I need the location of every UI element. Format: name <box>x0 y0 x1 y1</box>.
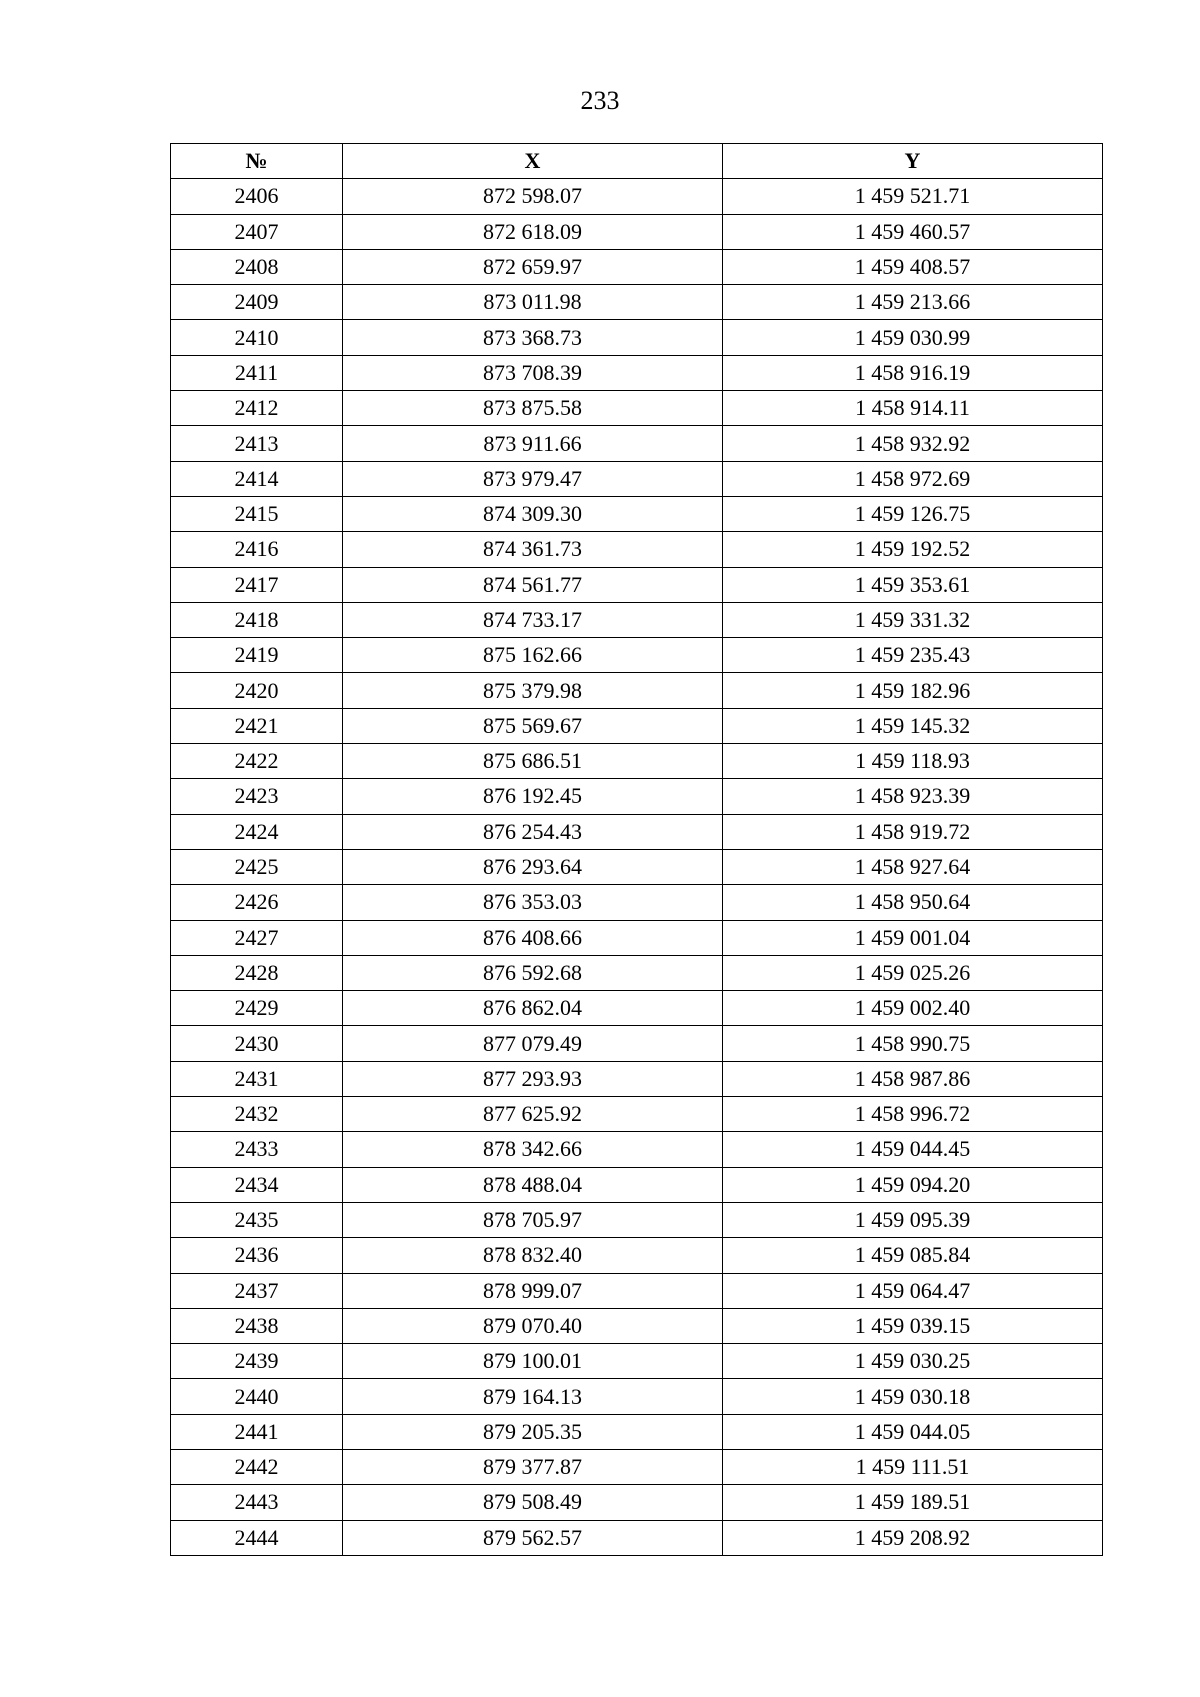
cell-number: 2414 <box>171 461 343 496</box>
cell-x: 879 205.35 <box>343 1414 723 1449</box>
table-row <box>171 1520 1103 1555</box>
cell-number: 2425 <box>171 849 343 884</box>
cell-x: 878 999.07 <box>343 1273 723 1308</box>
cell-x: 872 598.07 <box>343 179 723 214</box>
table-row <box>171 1026 1103 1061</box>
cell-number: 2406 <box>171 179 343 214</box>
cell-number: 2440 <box>171 1379 343 1414</box>
table-row <box>171 638 1103 673</box>
cell-y: 1 458 990.75 <box>723 1026 1103 1061</box>
cell-y: 1 458 996.72 <box>723 1097 1103 1132</box>
table-row <box>171 320 1103 355</box>
cell-number: 2423 <box>171 779 343 814</box>
table-row <box>171 285 1103 320</box>
cell-y: 1 458 950.64 <box>723 885 1103 920</box>
cell-number: 2418 <box>171 602 343 637</box>
cell-number: 2426 <box>171 885 343 920</box>
cell-number: 2427 <box>171 920 343 955</box>
cell-number: 2438 <box>171 1308 343 1343</box>
table-row <box>171 1379 1103 1414</box>
cell-y: 1 459 044.45 <box>723 1132 1103 1167</box>
cell-x: 874 361.73 <box>343 532 723 567</box>
cell-y: 1 459 030.18 <box>723 1379 1103 1414</box>
cell-x: 876 353.03 <box>343 885 723 920</box>
cell-x: 876 408.66 <box>343 920 723 955</box>
table-row <box>171 991 1103 1026</box>
cell-x: 872 659.97 <box>343 249 723 284</box>
cell-y: 1 458 932.92 <box>723 426 1103 461</box>
table-row <box>171 1308 1103 1343</box>
cell-y: 1 459 331.32 <box>723 602 1103 637</box>
table-row <box>171 920 1103 955</box>
table-row <box>171 1414 1103 1449</box>
cell-y: 1 458 916.19 <box>723 355 1103 390</box>
cell-number: 2433 <box>171 1132 343 1167</box>
cell-y: 1 459 111.51 <box>723 1449 1103 1484</box>
cell-number: 2412 <box>171 391 343 426</box>
cell-x: 877 293.93 <box>343 1061 723 1096</box>
cell-y: 1 459 235.43 <box>723 638 1103 673</box>
cell-number: 2421 <box>171 708 343 743</box>
header-number: № <box>171 144 343 179</box>
cell-x: 879 562.57 <box>343 1520 723 1555</box>
table-row <box>171 955 1103 990</box>
table-row <box>171 214 1103 249</box>
cell-x: 874 309.30 <box>343 496 723 531</box>
cell-x: 877 625.92 <box>343 1097 723 1132</box>
cell-y: 1 459 182.96 <box>723 673 1103 708</box>
table-row <box>171 814 1103 849</box>
table-row <box>171 1344 1103 1379</box>
cell-x: 879 164.13 <box>343 1379 723 1414</box>
cell-number: 2429 <box>171 991 343 1026</box>
cell-number: 2415 <box>171 496 343 531</box>
cell-x: 878 832.40 <box>343 1238 723 1273</box>
cell-y: 1 459 094.20 <box>723 1167 1103 1202</box>
table-body <box>171 179 1103 1556</box>
cell-number: 2439 <box>171 1344 343 1379</box>
cell-x: 879 377.87 <box>343 1449 723 1484</box>
table-row <box>171 1061 1103 1096</box>
table-row <box>171 1132 1103 1167</box>
cell-y: 1 459 064.47 <box>723 1273 1103 1308</box>
table-row <box>171 1485 1103 1520</box>
cell-x: 878 488.04 <box>343 1167 723 1202</box>
cell-y: 1 459 001.04 <box>723 920 1103 955</box>
cell-x: 873 911.66 <box>343 426 723 461</box>
cell-number: 2424 <box>171 814 343 849</box>
table-row <box>171 673 1103 708</box>
cell-number: 2420 <box>171 673 343 708</box>
cell-y: 1 459 002.40 <box>723 991 1103 1026</box>
cell-y: 1 458 914.11 <box>723 391 1103 426</box>
cell-number: 2437 <box>171 1273 343 1308</box>
cell-number: 2408 <box>171 249 343 284</box>
cell-number: 2411 <box>171 355 343 390</box>
page-number: 233 <box>580 86 620 115</box>
cell-x: 875 686.51 <box>343 744 723 779</box>
cell-y: 1 459 085.84 <box>723 1238 1103 1273</box>
table-row <box>171 249 1103 284</box>
table-row <box>171 496 1103 531</box>
cell-x: 873 011.98 <box>343 285 723 320</box>
cell-y: 1 458 972.69 <box>723 461 1103 496</box>
cell-x: 875 379.98 <box>343 673 723 708</box>
table-row <box>171 849 1103 884</box>
cell-x: 873 979.47 <box>343 461 723 496</box>
header-y: Y <box>723 144 1103 179</box>
cell-x: 879 070.40 <box>343 1308 723 1343</box>
cell-number: 2417 <box>171 567 343 602</box>
cell-number: 2443 <box>171 1485 343 1520</box>
cell-y: 1 459 408.57 <box>723 249 1103 284</box>
cell-y: 1 459 460.57 <box>723 214 1103 249</box>
cell-x: 876 254.43 <box>343 814 723 849</box>
cell-x: 873 368.73 <box>343 320 723 355</box>
cell-x: 875 162.66 <box>343 638 723 673</box>
cell-x: 874 561.77 <box>343 567 723 602</box>
cell-y: 1 458 987.86 <box>723 1061 1103 1096</box>
table-row <box>171 1202 1103 1237</box>
cell-x: 879 508.49 <box>343 1485 723 1520</box>
cell-y: 1 458 919.72 <box>723 814 1103 849</box>
cell-number: 2409 <box>171 285 343 320</box>
cell-y: 1 459 025.26 <box>723 955 1103 990</box>
cell-number: 2428 <box>171 955 343 990</box>
cell-y: 1 459 044.05 <box>723 1414 1103 1449</box>
cell-x: 872 618.09 <box>343 214 723 249</box>
cell-y: 1 459 039.15 <box>723 1308 1103 1343</box>
cell-number: 2432 <box>171 1097 343 1132</box>
table-row <box>171 744 1103 779</box>
cell-number: 2431 <box>171 1061 343 1096</box>
cell-x: 876 293.64 <box>343 849 723 884</box>
cell-y: 1 459 521.71 <box>723 179 1103 214</box>
table-row <box>171 1097 1103 1132</box>
table-row <box>171 1273 1103 1308</box>
table-row <box>171 355 1103 390</box>
cell-x: 875 569.67 <box>343 708 723 743</box>
cell-x: 873 875.58 <box>343 391 723 426</box>
cell-y: 1 459 213.66 <box>723 285 1103 320</box>
cell-number: 2436 <box>171 1238 343 1273</box>
cell-number: 2413 <box>171 426 343 461</box>
cell-number: 2441 <box>171 1414 343 1449</box>
cell-y: 1 459 189.51 <box>723 1485 1103 1520</box>
cell-x: 873 708.39 <box>343 355 723 390</box>
cell-y: 1 458 923.39 <box>723 779 1103 814</box>
header-x: X <box>343 144 723 179</box>
cell-number: 2435 <box>171 1202 343 1237</box>
table-row <box>171 461 1103 496</box>
table-row <box>171 391 1103 426</box>
table-row <box>171 567 1103 602</box>
coordinates-table <box>170 143 1103 1556</box>
cell-y: 1 459 145.32 <box>723 708 1103 743</box>
table-row <box>171 1449 1103 1484</box>
cell-x: 876 592.68 <box>343 955 723 990</box>
table-row <box>171 1238 1103 1273</box>
cell-y: 1 459 208.92 <box>723 1520 1103 1555</box>
cell-number: 2416 <box>171 532 343 567</box>
cell-number: 2407 <box>171 214 343 249</box>
table-row <box>171 426 1103 461</box>
table-row <box>171 532 1103 567</box>
cell-y: 1 459 126.75 <box>723 496 1103 531</box>
cell-y: 1 459 192.52 <box>723 532 1103 567</box>
cell-y: 1 459 030.99 <box>723 320 1103 355</box>
cell-y: 1 459 030.25 <box>723 1344 1103 1379</box>
cell-number: 2410 <box>171 320 343 355</box>
table-row <box>171 885 1103 920</box>
table-row <box>171 708 1103 743</box>
cell-x: 879 100.01 <box>343 1344 723 1379</box>
cell-y: 1 459 353.61 <box>723 567 1103 602</box>
cell-x: 878 342.66 <box>343 1132 723 1167</box>
cell-x: 876 862.04 <box>343 991 723 1026</box>
table-row <box>171 779 1103 814</box>
cell-x: 874 733.17 <box>343 602 723 637</box>
cell-y: 1 459 095.39 <box>723 1202 1103 1237</box>
table-header-row <box>171 144 1103 179</box>
table-row <box>171 602 1103 637</box>
cell-number: 2422 <box>171 744 343 779</box>
table-row <box>171 1167 1103 1202</box>
cell-x: 877 079.49 <box>343 1026 723 1061</box>
cell-y: 1 459 118.93 <box>723 744 1103 779</box>
table-row <box>171 179 1103 214</box>
cell-number: 2430 <box>171 1026 343 1061</box>
cell-number: 2419 <box>171 638 343 673</box>
cell-number: 2434 <box>171 1167 343 1202</box>
cell-x: 876 192.45 <box>343 779 723 814</box>
cell-y: 1 458 927.64 <box>723 849 1103 884</box>
cell-number: 2442 <box>171 1449 343 1484</box>
cell-number: 2444 <box>171 1520 343 1555</box>
cell-x: 878 705.97 <box>343 1202 723 1237</box>
